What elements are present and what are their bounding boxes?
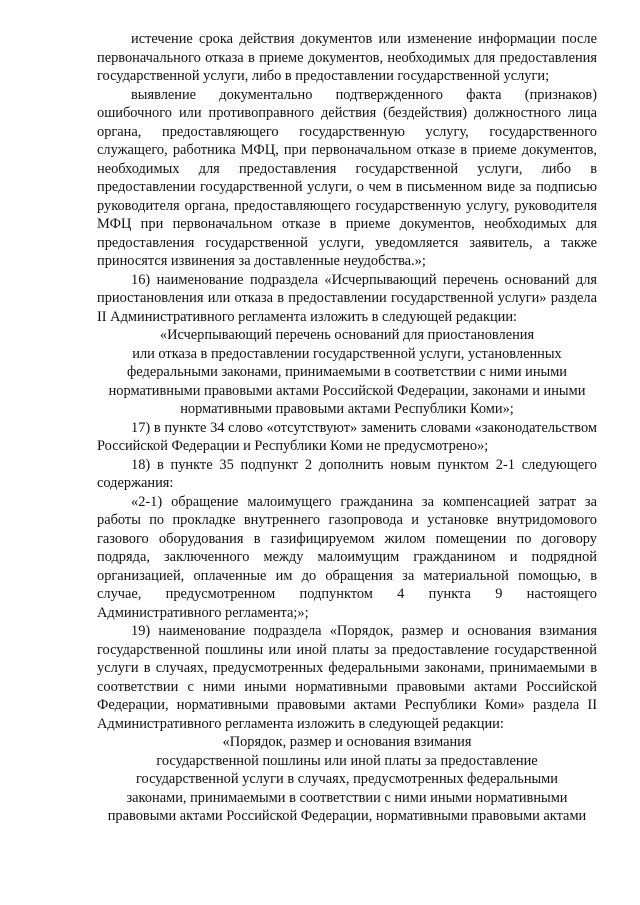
heading-line: «Исчерпывающий перечень оснований для приостановления (159, 327, 535, 343)
heading-line: «Порядок, размер и основания взимания (222, 734, 472, 750)
subsection-heading-fees (97, 733, 597, 826)
paragraph-erroneous-action: выявление документально подтвержденного факта (признаков) ошибочного или противоправного действия (бездействия) должностного лица органа, предоставляющего государственную услугу, государственного служащего, работника МФЦ, при первоначальном отказе в приеме документов, необходимых для предоставления государственной услуги, либо в предоставлении государственной услуги, о чем в письменном виде за подписью руководителя органа, предоставляющего государственную услугу, руководителя МФЦ при первоначальном отказе в приеме документов, необходимых для предоставления государственной услуги, уведомляется заявитель, а также приносятся извинения за доставленные неудобства.»; (97, 86, 597, 269)
heading-line: правовыми актами Российской Федерации, нормативными правовыми актами (107, 808, 587, 824)
paragraph-subitem-2-1: «2-1) обращение малоимущего гражданина за компенсацией затрат за работы по прокладке внутреннего газопровода и установке внутридомового газового оборудования в газифицируемом жилом помещении по договору подряда, заключенного между малоимущим гражданином и подрядной организацией, оплаченные им до обращения за материальной помощью, в случае, предусмотренном подпунктом 4 пункта 9 настоящего Административного регламента;»; (97, 493, 597, 621)
paragraph-documents-expiry: истечение срока действия документов или изменение информации после первоначального отказа в приеме документов, необходимых для предоставления государственной услуги, либо в предоставлении государственной услуги; (97, 31, 597, 84)
paragraph-item-19: 19) наименование подраздела «Порядок, размер и основания взимания государственной пошлины или иной платы за предоставление государственной услуги в случаях, предусмотренных федеральными законами, принимаемыми в соответствии с ними иными нормативными правовыми актами Российской Федерации, нормативными правовыми актами Республики Коми» раздела II Административного регламента изложить в следующей редакции: (97, 623, 597, 732)
paragraph-item-18: 18) в пункте 35 подпункт 2 дополнить новым пунктом 2-1 следующего содержания: (97, 456, 597, 491)
heading-line: государственной пошлины или иной платы за предоставление (156, 752, 538, 769)
paragraph-item-17: 17) в пункте 34 слово «отсутствуют» заменить словами «законодательством Российской Федерации и Республики Коми не предусмотрено»; (97, 419, 597, 454)
heading-line: федеральными законами, принимаемыми в соответствии с ними иными (126, 364, 568, 380)
heading-line: нормативными правовыми актами Российской Федерации, законами и иными (108, 382, 586, 399)
heading-line: нормативными правовыми актами Республики Коми»; (180, 401, 514, 417)
heading-line: государственной услуги в случаях, предусмотренных федеральными (136, 771, 558, 787)
heading-line: законами, принимаемыми в соответствии с ними иными нормативными (126, 789, 568, 806)
subsection-heading-refusal-grounds (97, 326, 597, 419)
paragraph-item-16: 16) наименование подраздела «Исчерпывающий перечень оснований для приостановления или отказа в предоставлении государственной услуги» раздела II Административного регламента изложить в следующей редакции: (97, 271, 597, 325)
document-body (97, 30, 597, 826)
heading-line: или отказа в предоставлении государственной услуги, установленных (132, 345, 562, 362)
